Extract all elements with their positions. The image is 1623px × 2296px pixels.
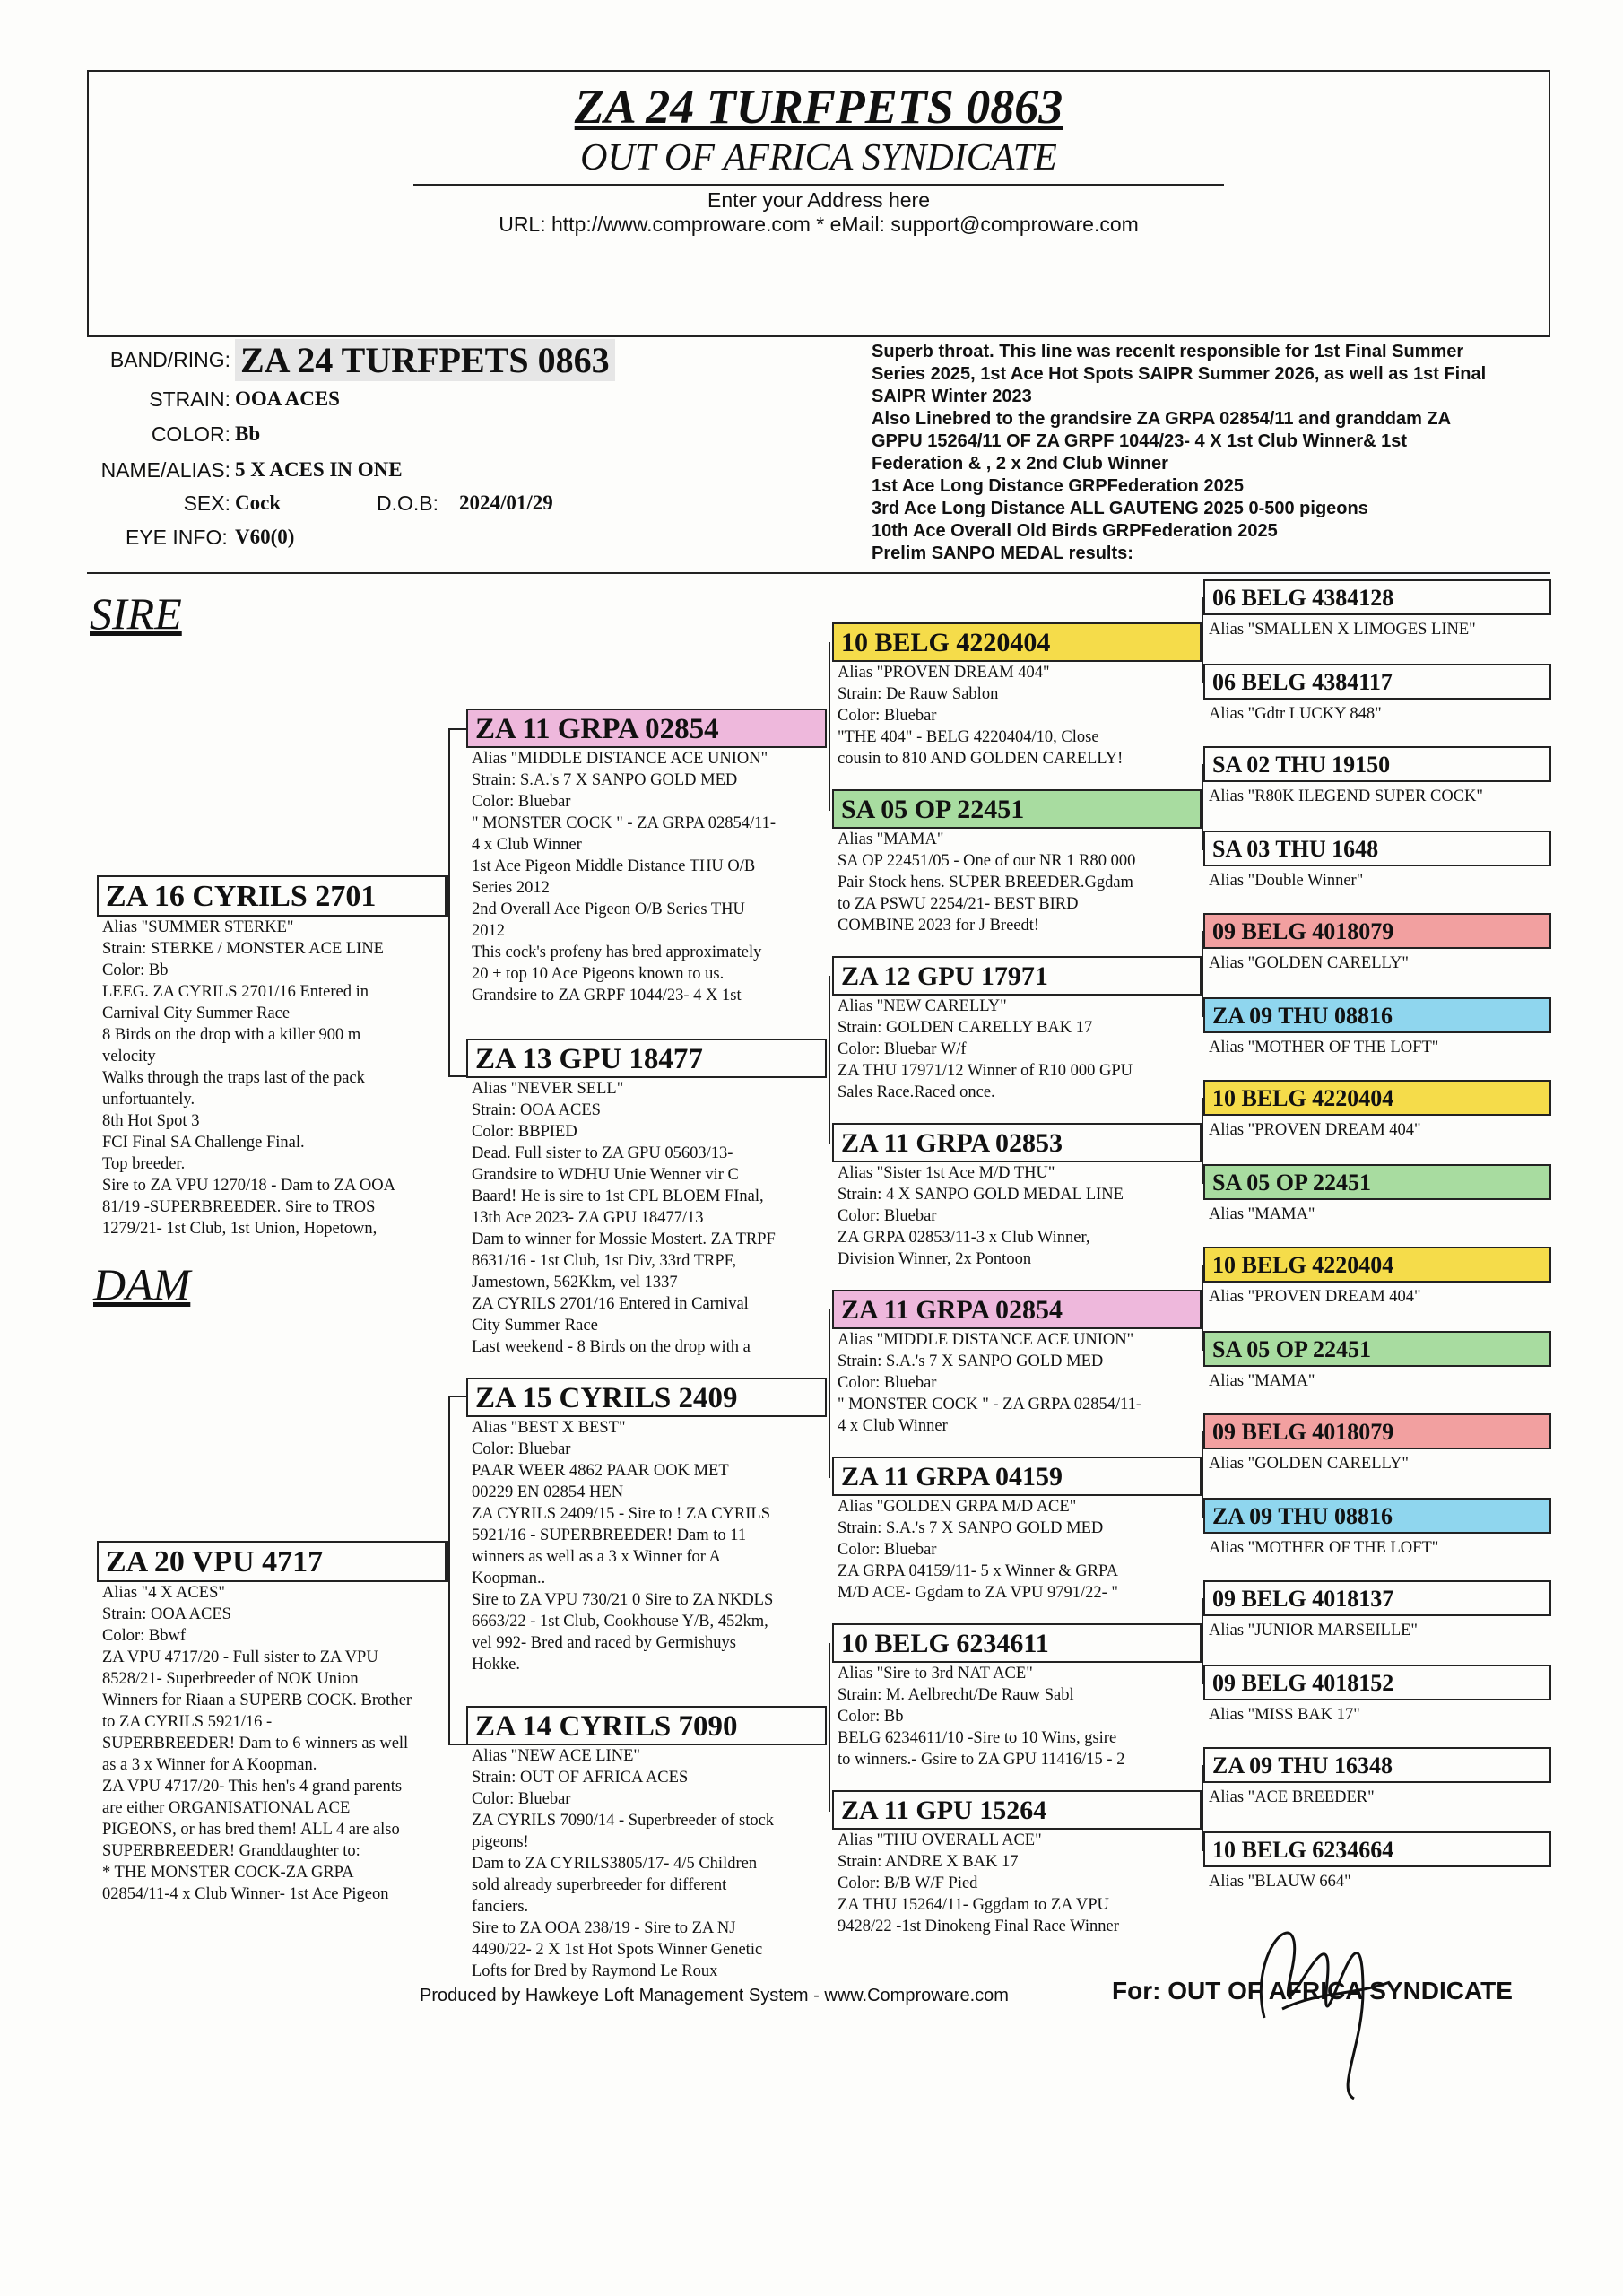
gen4-card-alias: Alias "MOTHER OF THE LOFT"	[1209, 1539, 1439, 1557]
sex-label: SEX:	[183, 491, 230, 515]
card-detail-line: 00229 EN 02854 HEN	[472, 1483, 624, 1501]
card-detail-line: Pair Stock hens. SUPER BREEDER.Ggdam	[838, 874, 1133, 891]
card-detail-line: Alias "PROVEN DREAM 404"	[838, 664, 1050, 682]
card-detail-line: Sales Race.Raced once.	[838, 1083, 995, 1101]
great-grandparent-card	[832, 1123, 1202, 1270]
gen4-card-ring: 10 BELG 6234664	[1203, 1831, 1551, 1867]
bird-eye: V60(0)	[235, 526, 295, 548]
gen4-card-ring: 09 BELG 4018152	[1203, 1665, 1551, 1700]
card-detail-line: fanciers.	[472, 1898, 529, 1916]
address-line: Enter your Address here	[707, 188, 931, 212]
strain-label: STRAIN:	[149, 387, 230, 411]
card-detail-line: sold already superbreeder for different	[472, 1876, 727, 1894]
card-detail-line: FCI Final SA Challenge Final.	[102, 1134, 305, 1152]
connector-line	[1202, 1431, 1203, 1518]
page-title: ZA 24 TURFPETS 0863	[574, 80, 1063, 134]
gen4-card	[1203, 831, 1551, 891]
gen4-card-alias: Alias "JUNIOR MARSEILLE"	[1209, 1622, 1418, 1639]
great-grandparent-card-ring: ZA 11 GRPA 04159	[832, 1457, 1202, 1496]
card-detail-line: Strain: OOA ACES	[472, 1101, 601, 1119]
grandparent-card-ring: ZA 13 GPU 18477	[466, 1039, 827, 1078]
gen4-card	[1203, 1247, 1551, 1308]
card-detail-line: are either ORGANISATIONAL ACE	[102, 1799, 351, 1817]
gen4-card-ring: ZA 09 THU 16348	[1203, 1747, 1551, 1783]
gen4-card-alias: Alias "PROVEN DREAM 404"	[1209, 1121, 1421, 1139]
card-detail-line: Strain: S.A.'s 7 X SANPO GOLD MED	[838, 1352, 1104, 1370]
card-detail-line: Strain: S.A.'s 7 X SANPO GOLD MED	[838, 1519, 1104, 1537]
signature-mark	[1228, 1839, 1444, 2108]
card-detail-line: Series 2012	[472, 879, 550, 897]
gen4-card-ring: SA 03 THU 1648	[1203, 831, 1551, 866]
dam-label: DAM	[93, 1259, 191, 1309]
gen4-card-ring: 09 BELG 4018079	[1203, 913, 1551, 949]
great-grandparent-card	[832, 1290, 1202, 1437]
card-detail-line: Alias "Sister 1st Ace M/D THU"	[838, 1164, 1055, 1182]
great-grandparent-card-ring: ZA 11 GRPA 02853	[832, 1123, 1202, 1162]
card-detail-line: Color: Bluebar W/f	[838, 1040, 967, 1058]
card-detail-line: City Summer Race	[472, 1317, 598, 1335]
card-detail-line: Strain: S.A.'s 7 X SANPO GOLD MED	[472, 771, 738, 789]
card-detail-line: 6663/22 - 1st Club, Cookhouse Y/B, 452km,	[472, 1613, 768, 1631]
card-detail-line: ZA THU 15264/11- Gggdam to ZA VPU	[838, 1896, 1109, 1914]
card-detail-line: Color: Bluebar	[838, 1541, 937, 1559]
card-detail-line: Dam to winner for Mossie Mostert. ZA TRPF	[472, 1231, 776, 1248]
gen4-card-ring: SA 02 THU 19150	[1203, 746, 1551, 782]
card-detail-line: Alias "MIDDLE DISTANCE ACE UNION"	[472, 750, 768, 768]
bird-ring: ZA 24 TURFPETS 0863	[235, 339, 615, 381]
bird-notes	[872, 341, 1526, 565]
connector-line	[829, 642, 830, 811]
note-line: Also Linebred to the grandsire ZA GRPA 02854/11 and granddam ZA	[872, 409, 1452, 429]
note-line: Federation & , 2 x 2nd Club Winner	[872, 454, 1168, 474]
card-detail-line: 13th Ace 2023- ZA GPU 18477/13	[472, 1209, 704, 1227]
card-detail-line: winners as well as a 3 x Winner for A	[472, 1548, 721, 1566]
color-label: COLOR:	[151, 422, 230, 446]
card-detail-line: Strain: ANDRE X BAK 17	[838, 1853, 1019, 1871]
card-detail-line: 2012	[472, 922, 505, 940]
card-detail-line: Dam to ZA CYRILS3805/17- 4/5 Children	[472, 1855, 758, 1873]
note-line: Prelim SANPO MEDAL results:	[872, 544, 1133, 563]
card-detail-line: Alias "NEVER SELL"	[472, 1080, 624, 1098]
card-detail-line: ZA VPU 4717/20 - Full sister to ZA VPU	[102, 1648, 378, 1666]
dam-card-ring: ZA 20 VPU 4717	[97, 1541, 447, 1582]
bird-sex: Cock	[235, 491, 282, 514]
card-detail-line: Alias "SUMMER STERKE"	[102, 918, 294, 936]
great-grandparent-card-ring: SA 05 OP 22451	[832, 789, 1202, 829]
card-detail-line: ZA VPU 4717/20- This hen's 4 grand parents	[102, 1778, 403, 1796]
connector-line	[448, 1396, 466, 1397]
card-detail-line: Koopman..	[472, 1570, 546, 1587]
note-line: SAIPR Winter 2023	[872, 387, 1032, 406]
note-line: Superb throat. This line was recenlt responsible for 1st Final Summer	[872, 342, 1464, 361]
great-grandparent-card	[832, 1790, 1202, 1937]
card-detail-line: 8th Hot Spot 3	[102, 1112, 200, 1130]
note-line: 10th Ace Overall Old Birds GRPFederation 2025	[872, 521, 1278, 541]
gen4-card-alias: Alias "MAMA"	[1209, 1372, 1315, 1390]
card-detail-line: unfortuantely.	[102, 1091, 195, 1109]
card-detail-line: Alias "THU OVERALL ACE"	[838, 1831, 1042, 1849]
great-grandparent-card	[832, 1623, 1202, 1770]
connector-line	[1202, 1765, 1203, 1851]
card-detail-line: Alias "MAMA"	[838, 831, 944, 848]
connector-line	[448, 1396, 450, 1745]
card-detail-line: Strain: De Rauw Sablon	[838, 685, 999, 703]
great-grandparent-card-ring: ZA 11 GPU 15264	[832, 1790, 1202, 1830]
card-detail-line: 02854/11-4 x Club Winner- 1st Ace Pigeon	[102, 1885, 389, 1903]
card-detail-line: Strain: M. Aelbrecht/De Rauw Sabl	[838, 1686, 1074, 1704]
card-detail-line: 1st Ace Pigeon Middle Distance THU O/B	[472, 857, 756, 875]
card-detail-line: COMBINE 2023 for J Breedt!	[838, 917, 1040, 935]
note-line: GPPU 15264/11 OF ZA GRPF 1044/23- 4 X 1st Club Winner& 1st	[872, 431, 1408, 451]
gen4-card-alias: Alias "MISS BAK 17"	[1209, 1706, 1360, 1724]
great-grandparent-card	[832, 789, 1202, 936]
grandparent-card	[466, 1378, 827, 1675]
for-syndicate: For: OUT OF AFRICA SYNDICATE	[1112, 1977, 1513, 2005]
card-detail-line: 2nd Overall Ace Pigeon O/B Series THU	[472, 900, 745, 918]
gen4-card-ring: ZA 09 THU 08816	[1203, 1498, 1551, 1534]
card-detail-line: Color: BBPIED	[472, 1123, 577, 1141]
gen4-card	[1203, 664, 1551, 725]
page-subtitle: OUT OF AFRICA SYNDICATE	[580, 137, 1057, 178]
card-detail-line: pigeons!	[472, 1833, 529, 1851]
gen4-card	[1203, 1164, 1551, 1225]
grandparent-card-ring: ZA 15 CYRILS 2409	[466, 1378, 827, 1417]
connector-line	[447, 895, 450, 897]
card-detail-line: Alias "MIDDLE DISTANCE ACE UNION"	[838, 1331, 1134, 1349]
card-detail-line: SUPERBREEDER! Dam to 6 winners as well	[102, 1735, 409, 1752]
card-detail-line: Alias "Sire to 3rd NAT ACE"	[838, 1665, 1033, 1683]
card-detail-line: Lofts for Bred by Raymond Le Roux	[472, 1962, 718, 1980]
card-detail-line: 8631/16 - 1st Club, 1st Div, 33rd TRPF,	[472, 1252, 737, 1270]
card-detail-line: ZA GRPA 04159/11- 5 x Winner & GRPA	[838, 1562, 1118, 1580]
card-detail-line: Color: B/B W/F Pied	[838, 1874, 978, 1892]
card-detail-line: velocity	[102, 1048, 156, 1065]
connector-line	[1202, 1265, 1203, 1351]
header-box	[87, 70, 1550, 337]
gen4-card-ring: SA 05 OP 22451	[1203, 1164, 1551, 1200]
great-grandparent-card-ring: ZA 11 GRPA 02854	[832, 1290, 1202, 1329]
sire-card	[97, 875, 447, 1239]
card-detail-line: Winners for Riaan a SUPERB COCK. Brother	[102, 1692, 412, 1709]
card-detail-line: as a 3 x Winner for A Koopman.	[102, 1756, 317, 1774]
connector-line	[1202, 1598, 1203, 1684]
card-detail-line: Walks through the traps last of the pack	[102, 1069, 365, 1087]
gen4-card-ring: 06 BELG 4384128	[1203, 579, 1551, 615]
card-detail-line: Color: Bluebar	[472, 793, 571, 811]
gen4-card-alias: Alias "Double Winner"	[1209, 872, 1364, 890]
gen4-card-alias: Alias "GOLDEN CARELLY"	[1209, 954, 1409, 972]
card-detail-line: vel 992- Bred and raced by Germishuys	[472, 1634, 736, 1652]
card-detail-line: Color: Bluebar	[472, 1440, 571, 1458]
grandparent-card-ring: ZA 14 CYRILS 7090	[466, 1706, 827, 1745]
card-detail-line: 81/19 -SUPERBREEDER. Sire to TROS	[102, 1198, 376, 1216]
card-detail-line: Color: Bb	[838, 1708, 904, 1726]
card-detail-line: Grandsire to ZA GRPF 1044/23- 4 X 1st	[472, 987, 742, 1004]
card-detail-line: Color: Bb	[102, 961, 169, 979]
card-detail-line: PAAR WEER 4862 PAAR OOK MET	[472, 1462, 729, 1480]
card-detail-line: Division Winner, 2x Pontoon	[838, 1250, 1032, 1268]
card-detail-line: Jamestown, 562Kkm, vel 1337	[472, 1274, 678, 1292]
card-detail-line: to winners.- Gsire to ZA GPU 11416/15 - 2	[838, 1751, 1125, 1769]
produced-by: Produced by Hawkeye Loft Management System - www.Comproware.com	[420, 1986, 1009, 2005]
gen4-card-alias: Alias "MAMA"	[1209, 1205, 1315, 1223]
card-detail-line: Carnival City Summer Race	[102, 1004, 291, 1022]
connector-line	[1202, 764, 1203, 850]
gen4-card-alias: Alias "SMALLEN X LIMOGES LINE"	[1209, 621, 1476, 639]
card-detail-line: Sire to ZA VPU 1270/18 - Dam to ZA OOA	[102, 1177, 396, 1195]
connector-line	[829, 1643, 830, 1812]
header-divider	[413, 184, 1224, 186]
card-detail-line: Baard! He is sire to 1st CPL BLOEM FInal,	[472, 1187, 764, 1205]
card-detail-line: Color: Bbwf	[102, 1627, 187, 1645]
gen4-card	[1203, 1080, 1551, 1141]
connector-line	[448, 1744, 466, 1745]
gen4-card-alias: Alias "GOLDEN CARELLY"	[1209, 1455, 1409, 1473]
card-detail-line: Strain: STERKE / MONSTER ACE LINE	[102, 940, 384, 958]
card-detail-line: Color: Bluebar	[838, 1207, 937, 1225]
card-detail-line: Hokke.	[472, 1656, 520, 1674]
card-detail-line: 5921/16 - SUPERBREEDER! Dam to 11	[472, 1526, 747, 1544]
card-detail-line: 1279/21- 1st Club, 1st Union, Hopetown,	[102, 1220, 378, 1238]
card-detail-line: Grandsire to WDHU Unie Wenner vir C	[472, 1166, 739, 1184]
grandparent-card	[466, 1039, 827, 1358]
sire-label: SIRE	[90, 588, 182, 639]
card-detail-line: 8528/21- Superbreeder of NOK Union	[102, 1670, 359, 1688]
connector-line	[829, 1309, 830, 1478]
gen4-card	[1203, 579, 1551, 640]
bird-strain: OOA ACES	[235, 387, 340, 410]
card-detail-line: SUPERBREEDER! Granddaughter to:	[102, 1842, 360, 1860]
gen4-card-alias: Alias "R80K ILEGEND SUPER COCK"	[1209, 787, 1483, 805]
gen4-card	[1203, 1413, 1551, 1474]
great-grandparent-card-ring: ZA 12 GPU 17971	[832, 956, 1202, 996]
card-detail-line: ZA THU 17971/12 Winner of R10 000 GPU	[838, 1062, 1133, 1080]
gen4-card	[1203, 1580, 1551, 1641]
card-detail-line: Alias "NEW ACE LINE"	[472, 1747, 640, 1765]
gen4-card-ring: 09 BELG 4018079	[1203, 1413, 1551, 1449]
connector-line	[1202, 1098, 1203, 1184]
card-detail-line: LEEG. ZA CYRILS 2701/16 Entered in	[102, 983, 369, 1001]
connector-line	[829, 976, 830, 1144]
card-detail-line: "THE 404" - BELG 4220404/10, Close	[838, 728, 1099, 746]
card-detail-line: M/D ACE- Ggdam to ZA VPU 9791/22- "	[838, 1584, 1118, 1602]
great-grandparent-card-ring: 10 BELG 6234611	[832, 1623, 1202, 1663]
great-grandparent-card	[832, 622, 1202, 770]
sire-card-ring: ZA 16 CYRILS 2701	[97, 875, 447, 917]
card-detail-line: SA OP 22451/05 - One of our NR 1 R80 000	[838, 852, 1136, 870]
gen4-card	[1203, 913, 1551, 974]
note-line: Series 2025, 1st Ace Hot Spots SAIPR Summer 2026, as well as 1st Final	[872, 364, 1487, 384]
ring-label: BAND/RING:	[109, 348, 230, 371]
card-detail-line: Strain: 4 X SANPO GOLD MEDAL LINE	[838, 1186, 1124, 1204]
card-detail-line: BELG 6234611/10 -Sire to 10 Wins, gsire	[838, 1729, 1117, 1747]
grandparent-card	[466, 709, 827, 1006]
card-detail-line: Top breeder.	[102, 1155, 186, 1173]
card-detail-line: ZA CYRILS 2701/16 Entered in Carnival	[472, 1295, 749, 1313]
gen4-card-alias: Alias "Gdtr LUCKY 848"	[1209, 705, 1382, 723]
gen4-card	[1203, 746, 1551, 807]
card-detail-line: Strain: OOA ACES	[102, 1605, 231, 1623]
card-detail-line: Strain: OUT OF AFRICA ACES	[472, 1769, 689, 1787]
card-detail-line: to ZA PSWU 2254/21- BEST BIRD	[838, 895, 1079, 913]
gen4-card-ring: 10 BELG 4220404	[1203, 1080, 1551, 1116]
card-detail-line: 4 x Club Winner	[472, 836, 582, 854]
gen4-card-ring: 06 BELG 4384117	[1203, 664, 1551, 700]
card-detail-line: Alias "GOLDEN GRPA M/D ACE"	[838, 1498, 1077, 1516]
contact-line: URL: http://www.comproware.com * eMail: support@comproware.com	[499, 213, 1139, 236]
connector-line	[448, 728, 450, 1076]
note-line: 3rd Ace Long Distance ALL GAUTENG 2025 0-500 pigeons	[872, 499, 1368, 518]
grandparent-card	[466, 1706, 827, 1982]
bird-dob: 2024/01/29	[459, 491, 553, 514]
note-line: 1st Ace Long Distance GRPFederation 2025	[872, 476, 1244, 496]
alias-label: NAME/ALIAS:	[100, 458, 230, 482]
connector-line	[448, 728, 466, 730]
eye-label: EYE INFO:	[126, 526, 228, 549]
gen4-card	[1203, 1747, 1551, 1808]
connector-line	[1202, 597, 1203, 683]
connector-line	[448, 1075, 466, 1077]
card-detail-line: Strain: GOLDEN CARELLY BAK 17	[838, 1019, 1093, 1037]
card-detail-line: Dead. Full sister to ZA GPU 05603/13-	[472, 1144, 733, 1162]
card-detail-line: Color: Bluebar	[838, 1374, 937, 1392]
card-detail-line: Color: Bluebar	[472, 1790, 571, 1808]
card-detail-line: 9428/22 -1st Dinokeng Final Race Winner	[838, 1918, 1119, 1935]
card-detail-line: Last weekend - 8 Birds on the drop with a	[472, 1338, 751, 1356]
card-detail-line: 4490/22- 2 X 1st Hot Spots Winner Genetic	[472, 1941, 763, 1959]
gen4-card-ring: 09 BELG 4018137	[1203, 1580, 1551, 1616]
card-detail-line: Alias "BEST X BEST"	[472, 1419, 626, 1437]
card-detail-line: PIGEONS, or has bred them! ALL 4 are also	[102, 1821, 400, 1839]
dam-card	[97, 1541, 447, 1905]
card-detail-line: Sire to ZA OOA 238/19 - Sire to ZA NJ	[472, 1919, 736, 1937]
card-detail-line: 8 Birds on the drop with a killer 900 m	[102, 1026, 361, 1044]
great-grandparent-card	[832, 956, 1202, 1103]
great-grandparent-card	[832, 1457, 1202, 1604]
card-detail-line: This cock's profeny has bred approximately	[472, 944, 762, 961]
card-detail-line: Alias "NEW CARELLY"	[838, 997, 1007, 1015]
gen4-card-alias: Alias "MOTHER OF THE LOFT"	[1209, 1039, 1439, 1057]
grandparent-card-ring: ZA 11 GRPA 02854	[466, 709, 827, 748]
card-detail-line: 4 x Club Winner	[838, 1417, 948, 1435]
connector-line	[1202, 931, 1203, 1017]
card-detail-line: 20 + top 10 Ace Pigeons known to us.	[472, 965, 725, 983]
card-detail-line: " MONSTER COCK " - ZA GRPA 02854/11-	[472, 814, 777, 832]
gen4-card	[1203, 1498, 1551, 1559]
gen4-card-ring: 10 BELG 4220404	[1203, 1247, 1551, 1283]
card-detail-line: ZA CYRILS 7090/14 - Superbreeder of stock	[472, 1812, 775, 1830]
gen4-card	[1203, 997, 1551, 1058]
card-detail-line: " MONSTER COCK " - ZA GRPA 02854/11-	[838, 1396, 1142, 1413]
connector-line	[447, 1561, 450, 1562]
card-detail-line: cousin to 810 AND GOLDEN CARELLY!	[838, 750, 1124, 768]
card-detail-line: ZA CYRILS 2409/15 - Sire to ! ZA CYRILS	[472, 1505, 771, 1523]
card-detail-line: Alias "4 X ACES"	[102, 1584, 225, 1602]
gen4-card	[1203, 1331, 1551, 1392]
great-grandparent-card-ring: 10 BELG 4220404	[832, 622, 1202, 662]
gen4-card-alias: Alias "ACE BREEDER"	[1209, 1788, 1375, 1806]
card-detail-line: Sire to ZA VPU 730/21 0 Sire to ZA NKDLS	[472, 1591, 774, 1609]
gen4-card-ring: ZA 09 THU 08816	[1203, 997, 1551, 1033]
card-detail-line: * THE MONSTER COCK-ZA GRPA	[102, 1864, 354, 1882]
card-detail-line: Color: Bluebar	[838, 707, 937, 725]
gen4-card	[1203, 1665, 1551, 1726]
dob-label: D.O.B:	[377, 491, 439, 515]
card-detail-line: ZA GRPA 02853/11-3 x Club Winner,	[838, 1229, 1090, 1247]
section-divider	[87, 572, 1550, 574]
bird-alias: 5 X ACES IN ONE	[235, 458, 403, 481]
card-detail-line: to ZA CYRILS 5921/16 -	[102, 1713, 273, 1731]
gen4-card-alias: Alias "BLAUW 664"	[1209, 1873, 1351, 1891]
gen4-card-ring: SA 05 OP 22451	[1203, 1331, 1551, 1367]
gen4-card-alias: Alias "PROVEN DREAM 404"	[1209, 1288, 1421, 1306]
bird-color: Bb	[235, 422, 261, 445]
